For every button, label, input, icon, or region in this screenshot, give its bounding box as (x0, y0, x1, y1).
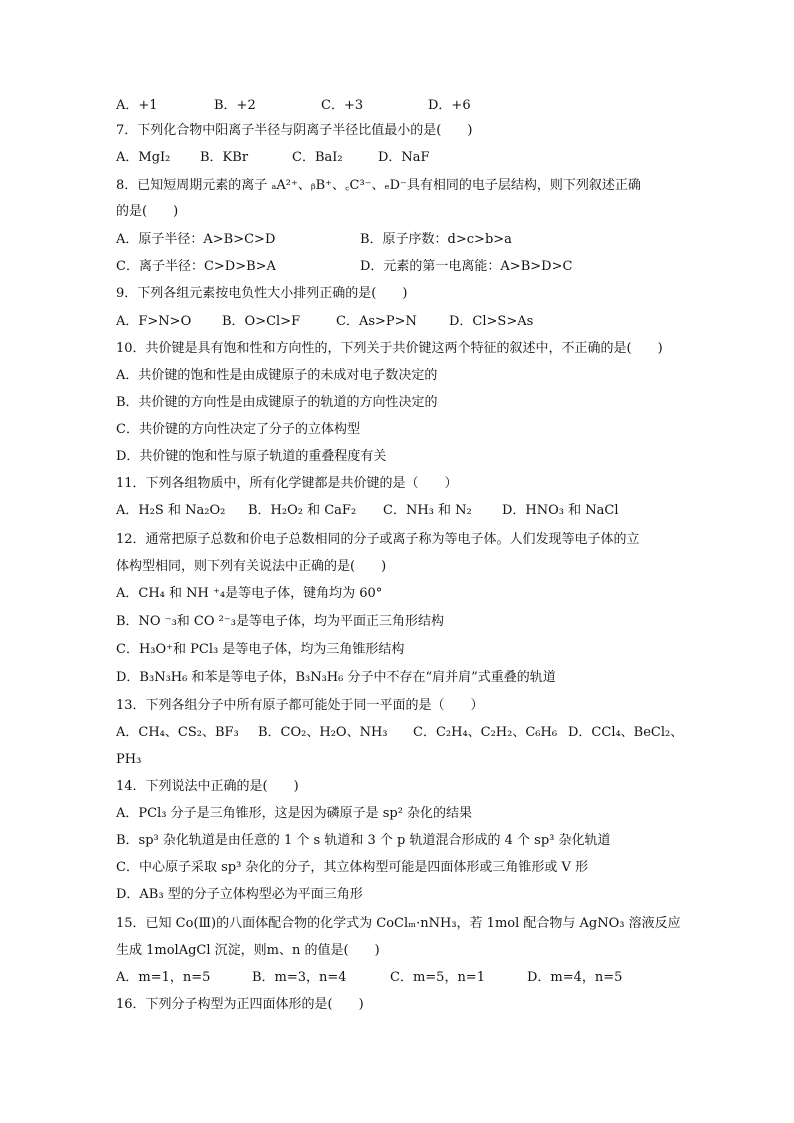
text-line: 16．下列分子构型为正四面体形的是( ) (116, 997, 364, 1012)
text-line: 的是( ) (116, 204, 179, 219)
option-choice: D．CCl₄、BeCl₂、 (568, 725, 684, 740)
text-line: 12．通常把原子总数和价电子总数相同的分子或离子称为等电子体。人们发现等电子体的立 (116, 532, 640, 547)
option-choice: C．离子半径：C>D>B>A (116, 259, 276, 274)
text-line: PH₃ (116, 752, 142, 767)
option-choice: B．KBr (200, 150, 249, 165)
option-choice: D．Cl>S>As (449, 314, 534, 329)
option-choice: C．As>P>N (336, 314, 417, 329)
option-choice: D．+6 (428, 98, 471, 113)
option-choice: D．元素的第一电离能：A>B>D>C (360, 259, 573, 274)
options-row (116, 96, 686, 116)
option-choice: B．H₂O₂ 和 CaF₂ (248, 503, 357, 518)
option-choice: B．m=3，n=4 (252, 970, 347, 985)
option-choice: A．MgI₂ (116, 150, 171, 165)
text-line: 10．共价键是具有饱和性和方向性的，下列关于共价键这两个特征的叙述中，不正确的是( ) (116, 341, 663, 356)
option-choice: D．m=4，n=5 (527, 970, 623, 985)
option-choice: B．O>Cl>F (222, 314, 301, 329)
text-line: 14．下列说法中正确的是( ) (116, 779, 299, 794)
text-line: 生成 1molAgCl 沉淀，则m、n 的值是( ) (116, 943, 380, 958)
options-row (116, 230, 686, 250)
text-line: B．sp³ 杂化轨道是由任意的 1 个 s 轨道和 3 个 p 轨道混合形成的 4 个 sp³ 杂化轨道 (116, 833, 611, 848)
options-row (116, 257, 686, 277)
text-line: D．B₃N₃H₆ 和苯是等电子体，B₃N₃H₆ 分子中不存在“肩并肩”式重叠的轨道 (116, 670, 556, 685)
text-line: 8．已知短周期元素的离子 ₐA²⁺、ᵦB⁺、꜀C³⁻、ₑD⁻具有相同的电子层结构，则下列叙述正确 (116, 178, 641, 193)
options-row (116, 312, 686, 332)
option-choice: C．NH₃ 和 N₂ (383, 503, 472, 518)
option-choice: C．+3 (321, 98, 364, 113)
text-line: A．PCl₃ 分子是三角锥形，这是因为磷原子是 sp² 杂化的结果 (116, 806, 473, 821)
text-line: 13．下列各组分子中所有原子都可能处于同一平面的是（ ） (116, 698, 484, 713)
option-choice: A．H₂S 和 Na₂O₂ (116, 503, 226, 518)
text-line: 9．下列各组元素按电负性大小排列正确的是( ) (116, 286, 408, 301)
option-choice: A．+1 (116, 98, 158, 113)
option-choice: D．HNO₃ 和 NaCl (502, 503, 619, 518)
option-choice: C．BaI₂ (292, 150, 343, 165)
text-line: C．H₃O⁺和 PCl₃ 是等电子体，均为三角锥形结构 (116, 642, 405, 657)
text-line: A．共价键的饱和性是由成键原子的未成对电子数决定的 (116, 368, 438, 383)
text-line: B．共价键的方向性是由成键原子的轨道的方向性决定的 (116, 395, 438, 410)
text-line: D．AB₃ 型的分子立体构型必为平面三角形 (116, 887, 363, 902)
text-line: C．共价键的方向性决定了分子的立体构型 (116, 422, 360, 437)
option-choice: B．CO₂、H₂O、NH₃ (258, 725, 388, 740)
option-choice: B．原子序数：d>c>b>a (360, 232, 512, 247)
option-choice: C．C₂H₄、C₂H₂、C₆H₆ (413, 725, 558, 740)
option-choice: C．m=5，n=1 (390, 970, 485, 985)
options-row (116, 148, 686, 168)
option-choice: A．m=1，n=5 (116, 970, 211, 985)
options-row (116, 501, 686, 521)
text-line: 7．下列化合物中阳离子半径与阴离子半径比值最小的是( ) (116, 123, 473, 138)
option-choice: A．F>N>O (116, 314, 192, 329)
option-choice: A．CH₄、CS₂、BF₃ (116, 725, 239, 740)
option-choice: B．+2 (214, 98, 256, 113)
text-line: D．共价键的饱和性与原子轨道的重叠程度有关 (116, 449, 387, 464)
text-line: 11．下列各组物质中，所有化学键都是共价键的是（ ） (116, 476, 458, 491)
options-row (116, 723, 686, 743)
text-line: 15．已知 Co(Ⅲ)的八面体配合物的化学式为 CoClₘ·nNH₃，若 1mol 配合物与 AgNO₃ 溶液反应 (116, 916, 681, 931)
option-choice: A．原子半径：A>B>C>D (116, 232, 276, 247)
text-line: C．中心原子采取 sp³ 杂化的分子，其立体构型可能是四面体形或三角锥形或 V 形 (116, 860, 589, 875)
text-line: A．CH₄ 和 NH ⁺₄是等电子体，键角均为 60° (116, 586, 383, 601)
text-line: 体构型相同，则下列有关说法中正确的是( ) (116, 559, 387, 574)
option-choice: D．NaF (378, 150, 430, 165)
options-row (116, 968, 686, 988)
text-line: B．NO ⁻₃和 CO ²⁻₃是等电子体，均为平面正三角形结构 (116, 614, 444, 629)
